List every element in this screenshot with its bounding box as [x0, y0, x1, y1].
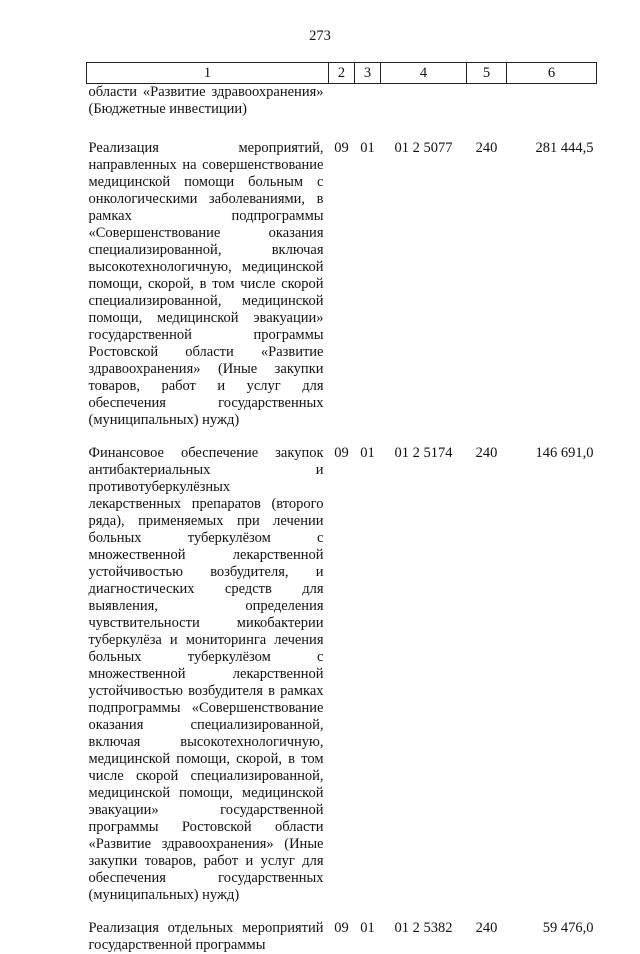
row-amount: 146 691,0 — [507, 445, 597, 920]
table-row — [87, 140, 597, 445]
row-expense-type: 240 — [467, 445, 507, 920]
row-amount: 59 476,0 — [507, 920, 597, 954]
row-target-article: 01 2 5174 — [381, 445, 467, 920]
header-col-6: 6 — [507, 63, 597, 84]
row-target-article: 01 2 5077 — [381, 140, 467, 445]
table-header — [87, 63, 597, 84]
table-body — [87, 84, 597, 954]
header-row — [87, 63, 597, 84]
row-subsection: 01 — [355, 445, 381, 920]
row-subsection: 01 — [355, 140, 381, 445]
table-row — [87, 445, 597, 920]
row-amount — [507, 84, 597, 141]
row-subsection — [355, 84, 381, 141]
row-expense-type — [467, 84, 507, 141]
row-expense-type: 240 — [467, 140, 507, 445]
header-col-1: 1 — [87, 63, 329, 84]
row-expense-type: 240 — [467, 920, 507, 954]
page-number: 273 — [0, 28, 640, 45]
table-row — [87, 84, 597, 141]
header-col-5: 5 — [467, 63, 507, 84]
header-col-4: 4 — [381, 63, 467, 84]
row-subsection: 01 — [355, 920, 381, 954]
row-section: 09 — [329, 920, 355, 954]
row-amount: 281 444,5 — [507, 140, 597, 445]
row-section — [329, 84, 355, 141]
budget-table — [86, 62, 597, 954]
row-description: Реализация отдельных мероприятий государственной программы — [87, 920, 329, 954]
header-col-3: 3 — [355, 63, 381, 84]
row-section: 09 — [329, 445, 355, 920]
row-target-article: 01 2 5382 — [381, 920, 467, 954]
row-section: 09 — [329, 140, 355, 445]
row-target-article — [381, 84, 467, 141]
row-description: Реализация мероприятий, направленных на совершенствование медицинской помощи больным с онкологическими заболеваниями, в рамках подпрограммы «Совершенствование оказания специализированной, включая высокотехнологичную, медицинской помощи, скорой, в том числе скорой специализированной, медицинской помощи, медицинской эвакуации» государственной программы Ростовской области «Развитие здравоохранения» (Иные закупки товаров, работ и услуг для обеспечения государственных (муниципальных) нужд) — [87, 140, 329, 445]
table-row — [87, 920, 597, 954]
row-description: Финансовое обеспечение закупок антибактериальных и противотуберкулёзных лекарственных препаратов (второго ряда), применяемых при лечении больных туберкулёзом с множественной лекарственной устойчивостью возбудителя, и диагностических средств для выявления, определения чувствительности микобактерии туберкулёза и мониторинга лечения больных туберкулёзом с множественной лекарственной устойчивостью возбудителя в рамках подпрограммы «Совершенствование оказания специализированной, включая высокотехнологичную, медицинской помощи, скорой, в том числе скорой специализированной, медицинской помощи, медицинской эвакуации» государственной программы Ростовской области «Развитие здравоохранения» (Иные закупки товаров, работ и услуг для обеспечения государственных (муниципальных) нужд) — [87, 445, 329, 920]
header-col-2: 2 — [329, 63, 355, 84]
row-description: области «Развитие здравоохранения» (Бюджетные инвестиции) — [87, 84, 329, 141]
